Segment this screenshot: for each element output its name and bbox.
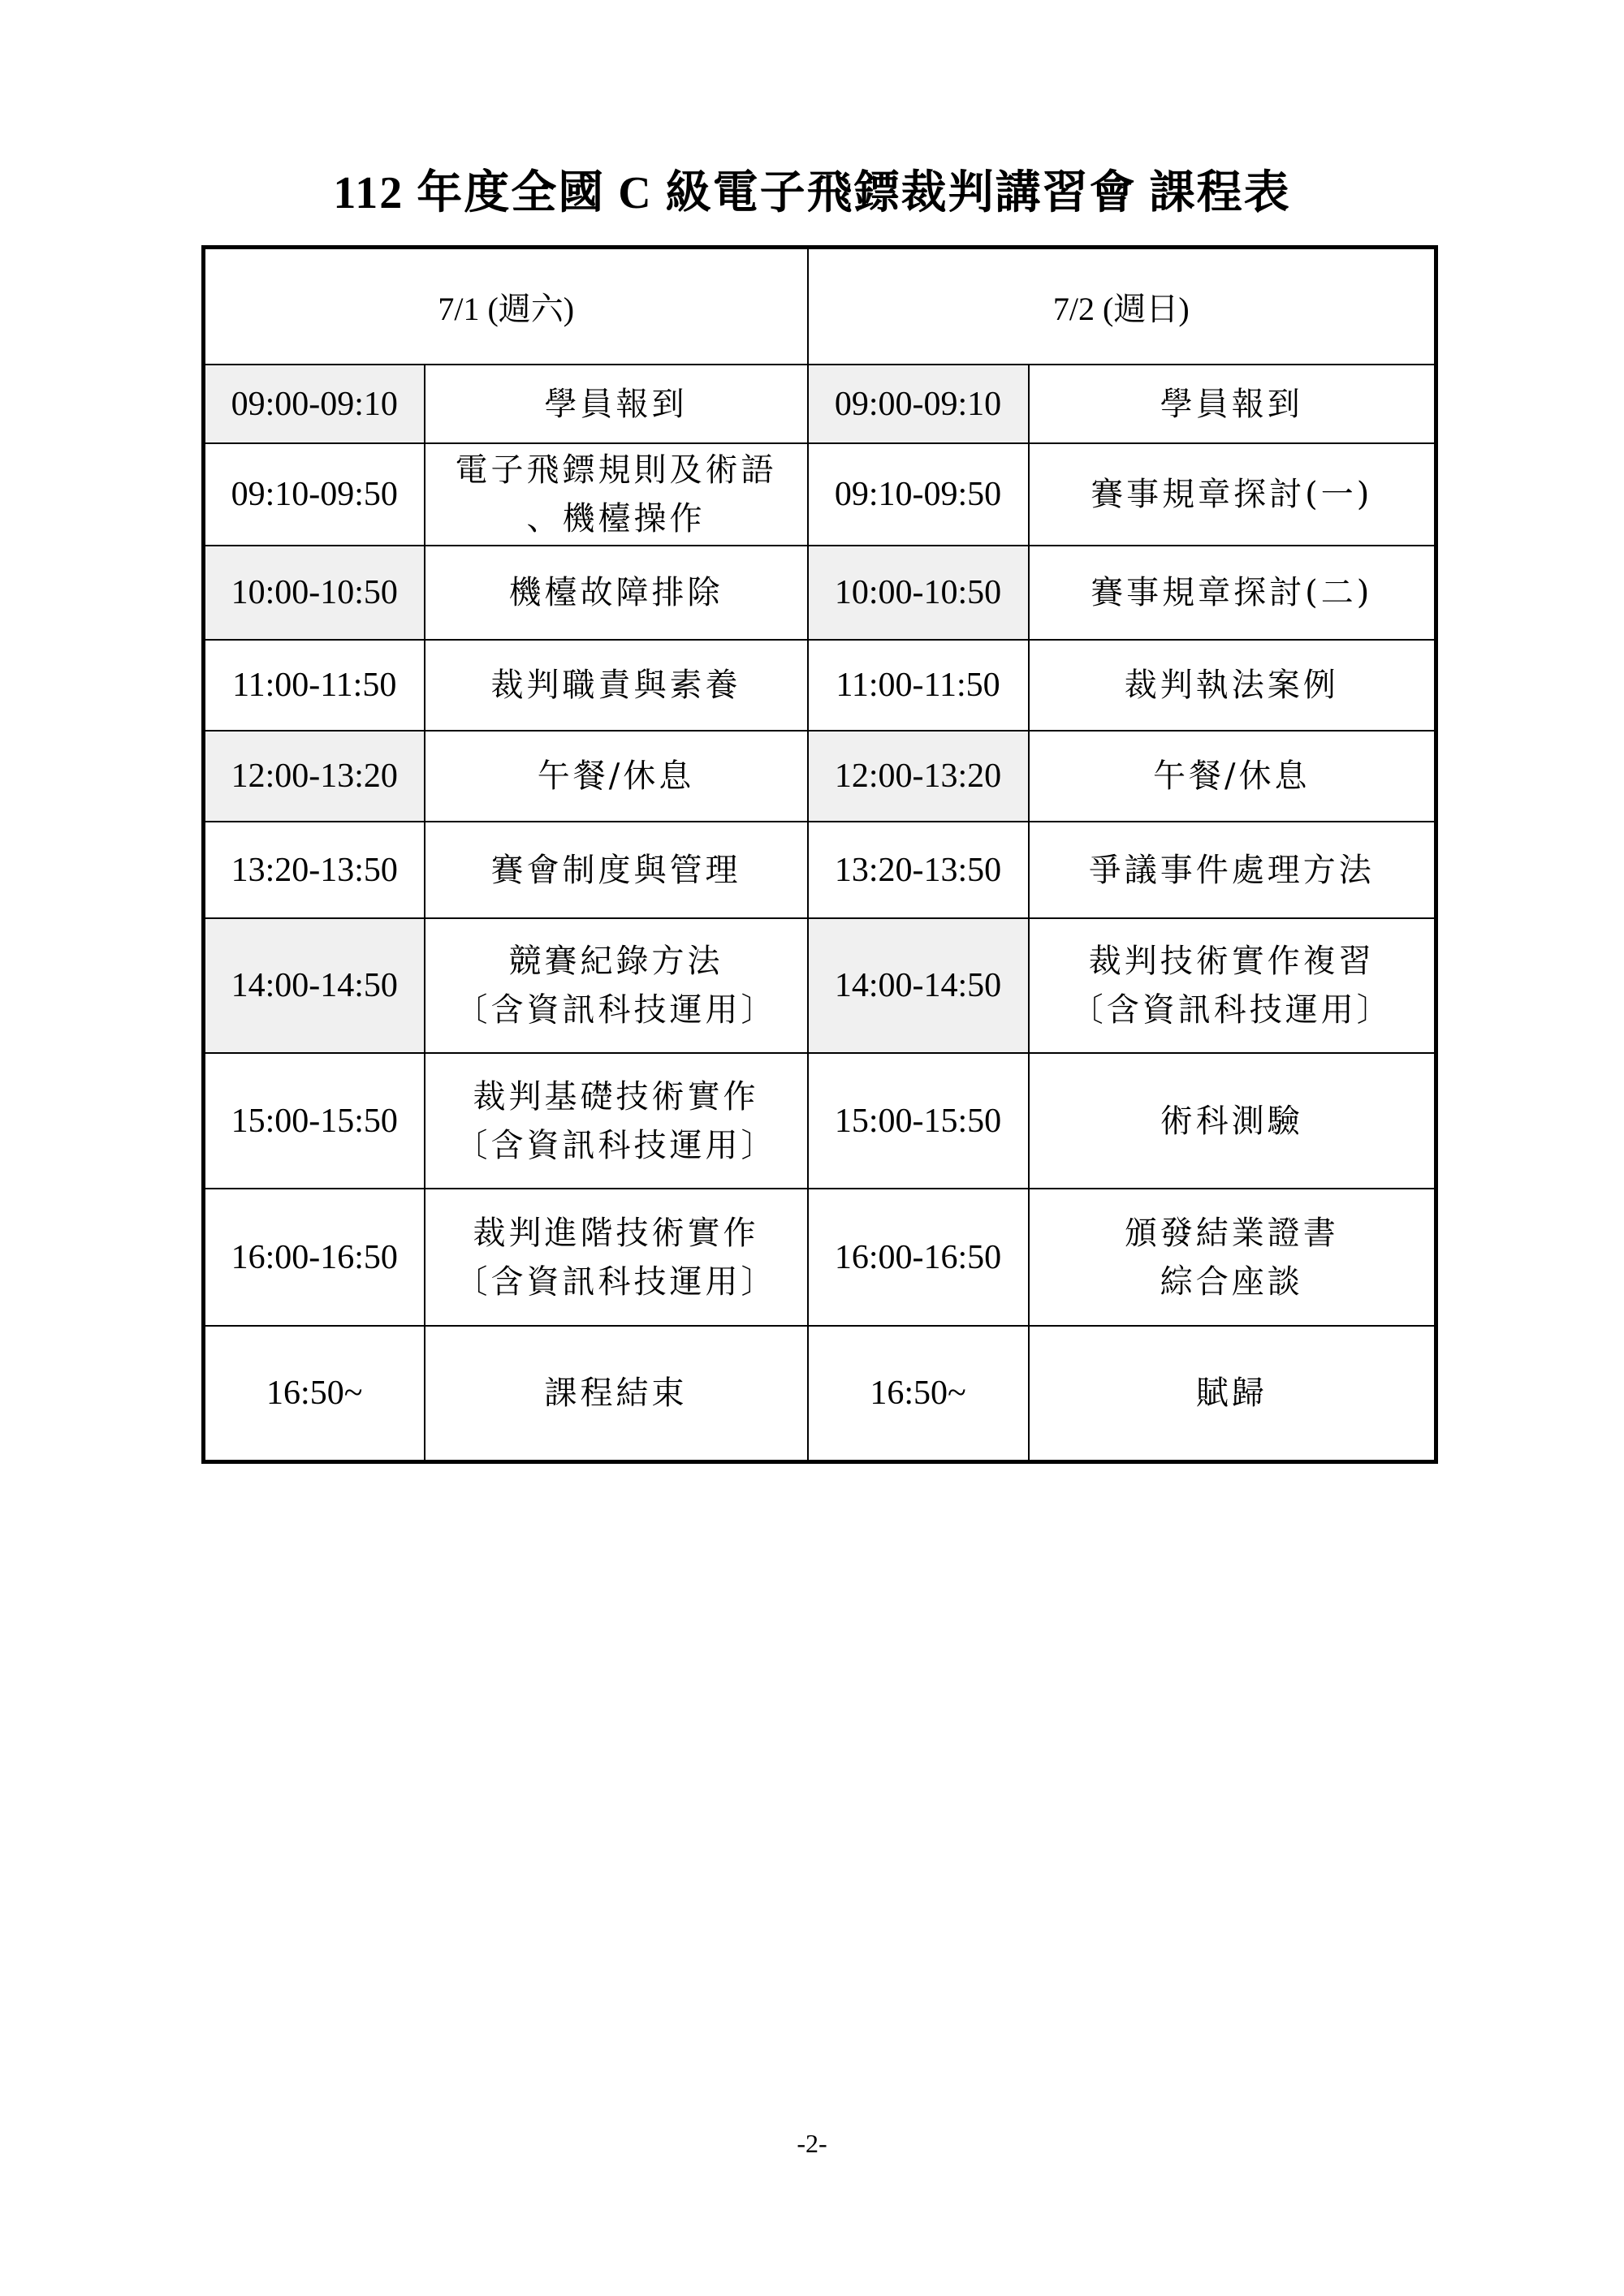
table-row	[204, 1326, 1436, 1461]
topic-line: 綜合座談	[1160, 1262, 1303, 1301]
topic-line: 〔含資訊科技運用〕	[1070, 991, 1393, 1029]
day-2-time-cell: 10:00-10:50	[808, 546, 1029, 640]
day-2-topic-cell	[1029, 918, 1436, 1053]
topic-line: 學員報到	[544, 385, 688, 423]
day-2-time-cell: 09:10-09:50	[808, 443, 1029, 546]
day-2-time-cell: 11:00-11:50	[808, 640, 1029, 731]
topic-line: 電子飛鏢規則及術語	[455, 451, 777, 489]
schedule-body	[204, 365, 1436, 1461]
day-1-time-cell: 15:00-15:50	[204, 1053, 425, 1189]
day-2-topic-cell	[1029, 731, 1436, 822]
day-1-topic-cell	[425, 1053, 808, 1189]
topic-line: 課程結束	[544, 1374, 688, 1412]
day-1-time-cell: 09:10-09:50	[204, 443, 425, 546]
day-2-time-cell: 14:00-14:50	[808, 918, 1029, 1053]
day-1-time-cell: 14:00-14:50	[204, 918, 425, 1053]
topic-line: 裁判基礎技術實作	[473, 1077, 759, 1116]
table-row	[204, 1189, 1436, 1326]
table-row	[204, 822, 1436, 918]
topic-line: 頒發結業證書	[1124, 1214, 1339, 1252]
topic-line: 裁判技術實作複習	[1088, 943, 1375, 980]
day-1-topic-cell	[425, 731, 808, 822]
day-2-topic-cell	[1029, 365, 1436, 443]
table-row	[204, 918, 1436, 1053]
table-row	[204, 443, 1436, 546]
day-1-time-cell: 13:20-13:50	[204, 822, 425, 918]
table-header-row	[204, 248, 1436, 365]
day-2-time-cell: 15:00-15:50	[808, 1053, 1029, 1189]
day-1-header: 7/1 (週六)	[204, 248, 808, 365]
day-2-time-cell: 13:20-13:50	[808, 822, 1029, 918]
day-2-time-cell: 16:50~	[808, 1326, 1029, 1461]
day-2-topic-cell	[1029, 546, 1436, 640]
day-1-time-cell: 12:00-13:20	[204, 731, 425, 822]
day-1-topic-cell	[425, 443, 808, 546]
day-1-time-cell: 16:00-16:50	[204, 1189, 425, 1326]
topic-line: 裁判執法案例	[1124, 667, 1339, 704]
day-1-topic-cell	[425, 640, 808, 731]
day-2-time-cell: 12:00-13:20	[808, 731, 1029, 822]
day-2-time-cell: 16:00-16:50	[808, 1189, 1029, 1326]
day-2-topic-cell	[1029, 1326, 1436, 1461]
day-2-header: 7/2 (週日)	[808, 248, 1436, 365]
day-2-topic-cell	[1029, 443, 1436, 546]
page-title: 112 年度全國 C 級電子飛鏢裁判講習會 課程表	[333, 168, 1291, 218]
topic-line: 午餐/休息	[1153, 757, 1311, 795]
table-row	[204, 365, 1436, 443]
day-1-topic-cell	[425, 1326, 808, 1461]
topic-line: 裁判進階技術實作	[473, 1214, 759, 1252]
day-1-time-cell: 09:00-09:10	[204, 365, 425, 443]
table-row	[204, 640, 1436, 731]
table-row	[204, 1053, 1436, 1189]
day-1-topic-cell	[425, 918, 808, 1053]
table-row	[204, 546, 1436, 640]
topic-line: 裁判職責與素養	[490, 667, 741, 704]
topic-line: 賽會制度與管理	[490, 851, 741, 889]
page-number: -2-	[797, 2129, 827, 2158]
topic-line: 賽事規章探討(二)	[1091, 574, 1373, 611]
day-2-time-cell: 09:00-09:10	[808, 365, 1029, 443]
topic-line: 〔含資訊科技運用〕	[455, 1126, 777, 1164]
day-1-topic-cell	[425, 365, 808, 443]
topic-line: 賦歸	[1195, 1374, 1268, 1412]
topic-line: 〔含資訊科技運用〕	[455, 1262, 777, 1301]
topic-line: 術科測驗	[1160, 1102, 1303, 1140]
day-1-time-cell: 11:00-11:50	[204, 640, 425, 731]
day-2-topic-cell	[1029, 822, 1436, 918]
day-1-topic-cell	[425, 822, 808, 918]
topic-line: 競賽紀錄方法	[508, 943, 723, 980]
day-2-topic-cell	[1029, 1053, 1436, 1189]
topic-line: 學員報到	[1160, 385, 1303, 423]
day-1-time-cell: 16:50~	[204, 1326, 425, 1461]
day-1-time-cell: 10:00-10:50	[204, 546, 425, 640]
topic-line: 午餐/休息	[537, 757, 695, 795]
topic-line: 〔含資訊科技運用〕	[455, 991, 777, 1029]
day-1-topic-cell	[425, 1189, 808, 1326]
topic-line: 、機檯操作	[526, 500, 706, 537]
course-schedule-table	[201, 245, 1438, 1464]
topic-line: 爭議事件處理方法	[1088, 851, 1375, 889]
day-2-topic-cell	[1029, 1189, 1436, 1326]
topic-line: 賽事規章探討(一)	[1091, 476, 1373, 513]
topic-line: 機檯故障排除	[508, 574, 723, 611]
table-row	[204, 731, 1436, 822]
day-2-topic-cell	[1029, 640, 1436, 731]
day-1-topic-cell	[425, 546, 808, 640]
